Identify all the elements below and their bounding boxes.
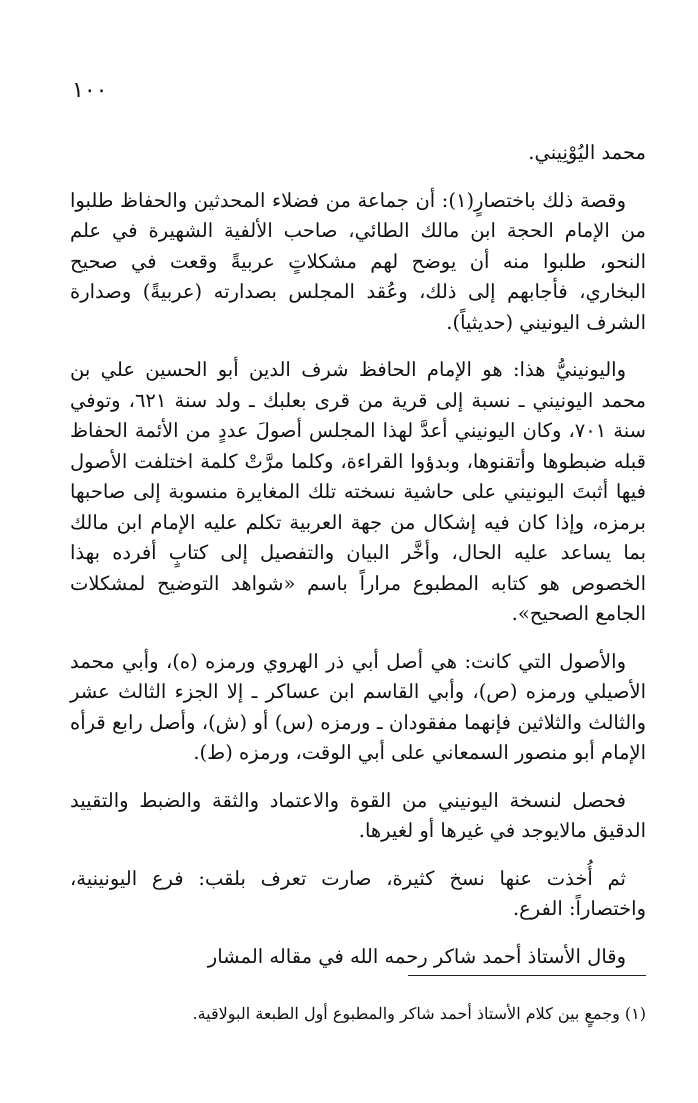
paragraph-4: والأصول التي كانت: هي أصل أبي ذر الهروي ورمزه (ه)، وأبي محمد الأصيلي ورمزه (ص)، وأبي القاسم ابن عساكر ـ إلا الجزء الثالث عشر والثالث والثلاثين فإنهما مفقودان ـ ورمزه (س) أو (ش)، وأصل رابع قرأه الإمام أبو منصور السمعاني على أبي الوقت، ورمزه (ط). — [70, 649, 646, 764]
paragraph-7: وقال الأستاذ أحمد شاكر رحمه الله في مقاله المشار — [207, 944, 626, 968]
paragraph-2: وقصة ذلك باختصارٍ(١): أن جماعة من فضلاء المحدثين والحفاظ طلبوا من الإمام الحجة ابن مالك الطائي، صاحب الألفية الشهيرة في علم النحو، طلبوا منه أن يوضح لهم مشكلاتٍ عربيةً وقعت في صحيح البخاري، فأجابهم إلى ذلك، وعُقد المجلس بصدارته (عربيةً) وصدارة الشرف اليونيني (حديثياً). — [70, 188, 646, 334]
main-text — [70, 138, 646, 989]
footnote-divider — [408, 975, 646, 976]
paragraph-3: واليونينيُّ هذا: هو الإمام الحافظ شرف الدين أبو الحسين علي بن محمد اليونيني ـ نسبة إلى قرية من قرى بعلبك ـ ولد سنة ٦٢١، وتوفي سنة ٧٠١، وكان اليونيني أعدَّ لهذا المجلس أصولَ عددٍ من الأئمة الحفاظ قبله ضبطوها وأتقنوها، وبدؤوا القراءة، وكلما مرَّتْ كلمة اختلفت الأصول فيها أثبتَ اليونيني على حاشية نسخته تلك المغايرة منسوبة إلى صاحبها برمزه، وإذا كان فيه إشكال من جهة العربية تكلم عليه الإمام ابن مالك بما يساعد عليه الحال، وأخَّر البيان والتفصيل إلى كتابٍ أفرده بهذا الخصوص هو كتابه المطبوع مراراً باسم «شواهد التوضيح لمشكلات الجامع الصحيح». — [70, 358, 646, 625]
paragraph-5: فحصل لنسخة اليونيني من القوة والاعتماد والثقة والضبط والتقييد الدقيق مالايوجد في غيرها أو لغيرها. — [70, 788, 646, 842]
page-number: ١٠٠ — [72, 78, 108, 103]
paragraph-6: ثم أُخذت عنها نسخ كثيرة، صارت تعرف بلقب: فرع اليونينية، واختصاراً: الفرع. — [70, 866, 646, 920]
paragraph-1: محمد اليُوْنِيني. — [528, 141, 646, 164]
footnote: (١) وجمعٍ بين كلام الأستاذ أحمد شاكر والمطبوع أول الطبعة البولاقية. — [192, 1004, 646, 1023]
